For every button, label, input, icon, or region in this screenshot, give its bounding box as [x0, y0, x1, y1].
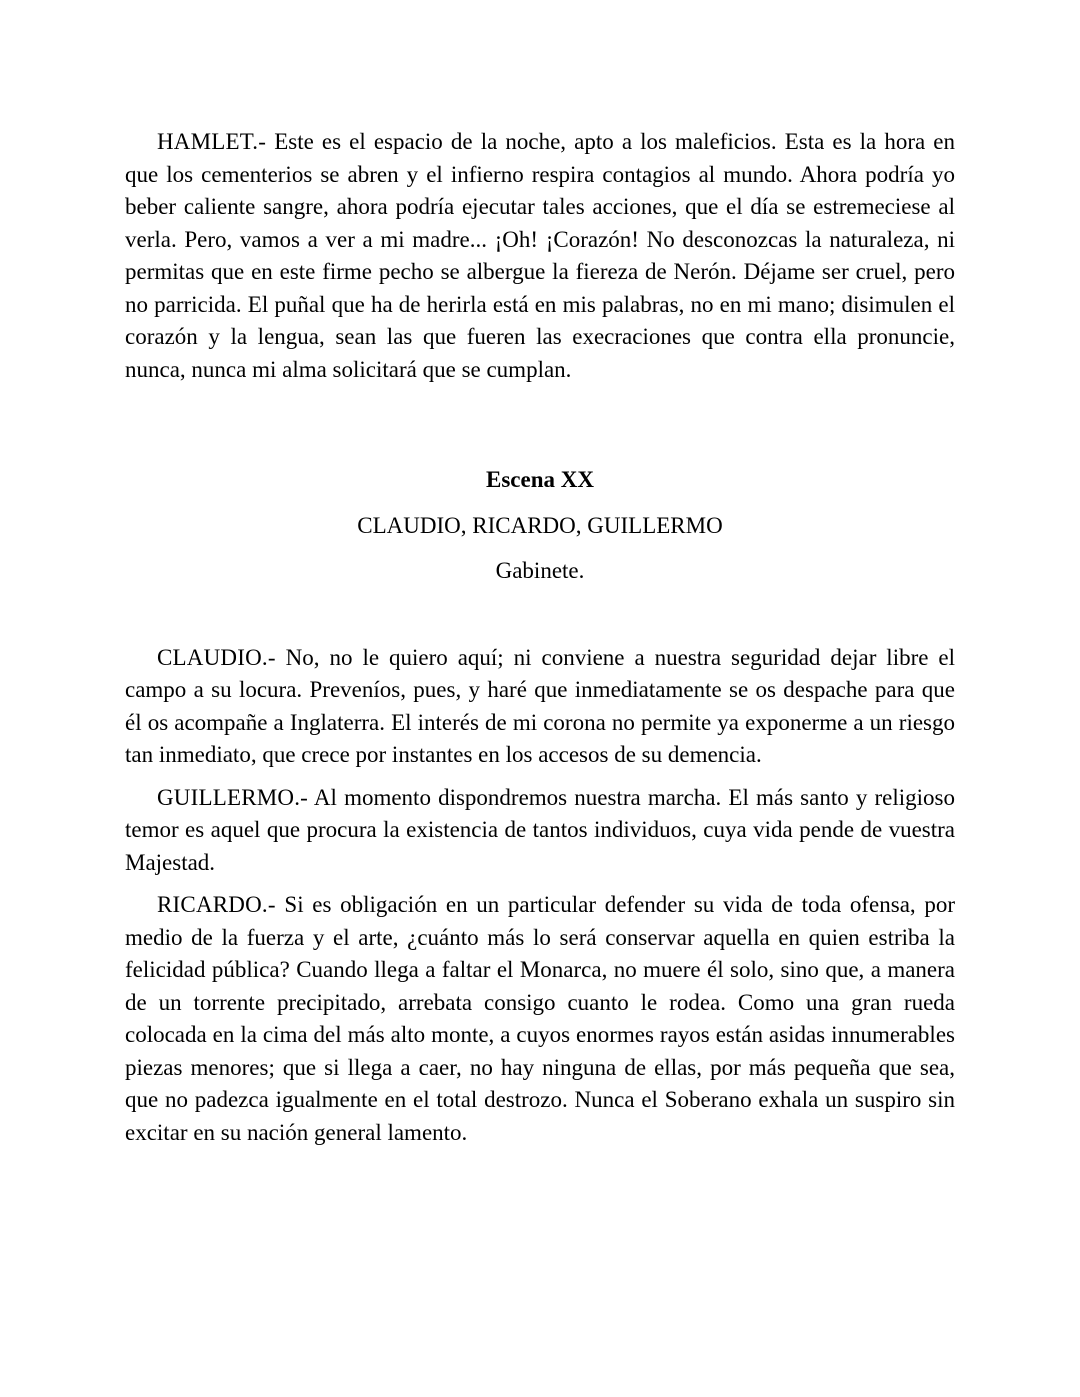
speaker-name-hamlet: HAMLET.- — [157, 129, 267, 154]
scene-setting: Gabinete. — [495, 558, 585, 583]
speaker-name-claudio: CLAUDIO.- — [157, 644, 276, 670]
dialogue-paragraph-guillermo — [125, 782, 955, 880]
dialogue-paragraph-hamlet — [125, 126, 955, 386]
dialogue-text-guillermo: Al momento dispondremos nuestra marcha. El más santo y religioso temor es aquel que procura la existencia de tantos individuos, cuya vida pende de vuestra Majestad. — [125, 784, 955, 875]
speaker-name-ricardo: RICARDO.- — [157, 892, 276, 917]
scene-characters: CLAUDIO, RICARDO, GUILLERMO — [357, 512, 723, 538]
dialogue-text-ricardo: Si es obligación en un particular defender su vida de toda ofensa, por medio de la fuerza y el arte, ¿cuánto más lo será conservar aquella en quien estriba la felicidad pública? Cuando llega a faltar el Monarca, no muere él solo, sino que, a manera de un torrente precipitado, arrebata consigo cuanto le rodea. Como una gran rueda colocada en la cima del más alto monte, a cuyos enormes rayos están asidas innumerables piezas menores; que si llega a caer, no hay ninguna de ellas, por más pequeña que sea, que no padezca igualmente en el total destrozo. Nunca el Soberano exhala un suspiro sin excitar en su nación general lamento. — [125, 892, 956, 1145]
dialogue-paragraph-claudio — [125, 642, 955, 772]
dialogue-text-hamlet: Este es el espacio de la noche, apto a los maleficios. Esta es la hora en que los cementerios se abren y el infierno respira contagios al mundo. Ahora podría yo beber caliente sangre, ahora podría ejecutar tales acciones, que el día se estremeciese al verla. Pero, vamos a ver a mi madre... ¡Oh! ¡Corazón! No desconozcas la naturaleza, ni permitas que en este firme pecho se albergue la fiereza de Nerón. Déjame ser cruel, pero no parricida. El puñal que ha de herirla está en mis palabras, no en mi mano; disimulen el corazón y la lengua, sean las que fueren las execraciones que contra ella pronuncie, nunca, nunca mi alma solicitará que se cumplan. — [125, 129, 955, 382]
speaker-name-guillermo: GUILLERMO.- — [157, 784, 309, 810]
scene-title: Escena XX — [486, 467, 594, 492]
dialogue-paragraph-ricardo — [125, 889, 955, 1149]
dialogue-text-claudio: No, no le quiero aquí; ni conviene a nuestra seguridad dejar libre el campo a su locura. Preveníos, pues, y haré que inmediatamente se os despache para que él os acompañe a Inglaterra. El interés de mi corona no permite ya exponerme a un riesgo tan inmediato, que crece por instantes en los accesos de su demencia. — [125, 644, 956, 767]
